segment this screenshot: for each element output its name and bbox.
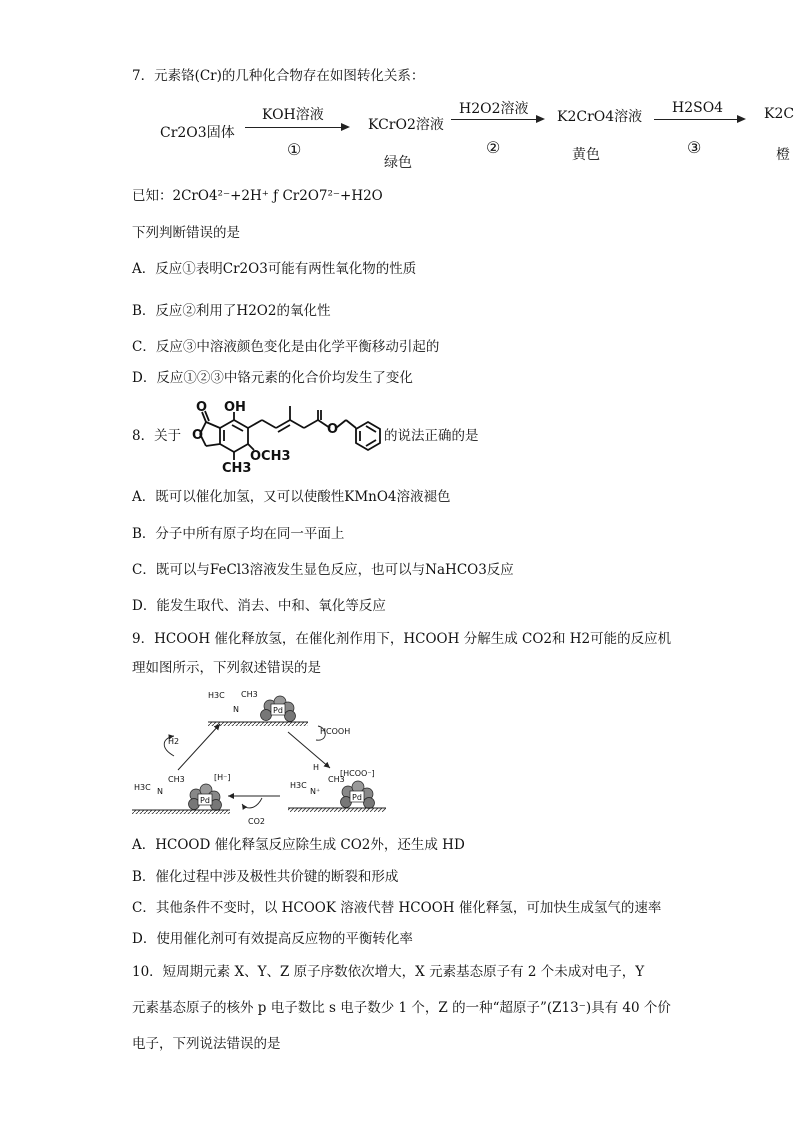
q8-option-d: D．能发生取代、消去、中和、氧化等反应 xyxy=(132,598,386,614)
scheme-r1-num: ① xyxy=(287,140,302,159)
q10-line2: 元素基态原子的核外 p 电子数比 s 电子数少 1 个，Z 的一种“超原子”(Z13⁻)具有 40 个价 xyxy=(132,1000,671,1016)
mol-oh: OH xyxy=(224,400,246,415)
scheme-p2-color: 黄色 xyxy=(572,147,600,163)
q8-suffix: 的说法正确的是 xyxy=(384,428,479,444)
dia-right-h3c: H3C xyxy=(290,781,307,790)
q9-stem-line1: 9．HCOOH 催化释放氢，在催化剂作用下，HCOOH 分解生成 CO2和 H2可能的反应机 xyxy=(132,631,672,647)
scheme-p1-color: 绿色 xyxy=(384,155,412,171)
q7-option-b: B．反应②利用了H2O2的氧化性 xyxy=(132,303,331,319)
dia-top-n: N xyxy=(233,705,239,714)
dia-right-pd: Pd xyxy=(352,793,362,802)
q7-option-d: D．反应①②③中铬元素的化合价均发生了变化 xyxy=(132,370,413,386)
dia-left-n: N xyxy=(157,787,163,796)
scheme-arrow-1 xyxy=(245,127,348,128)
scheme-p3-color: 橙 xyxy=(776,147,790,163)
dia-right-ch3: CH3 xyxy=(328,775,345,784)
dia-left-hminus: [H⁻] xyxy=(214,773,231,782)
q7-question: 下列判断错误的是 xyxy=(132,225,240,241)
q10-line3: 电子，下列说法错误的是 xyxy=(132,1036,281,1052)
dia-right-h: H xyxy=(313,763,320,772)
q7-stem: 7．元素铬(Cr)的几种化合物存在如图转化关系： xyxy=(132,68,425,84)
dia-top-h3c: H3C xyxy=(208,691,225,700)
q9-option-c: C．其他条件不变时，以 HCOOK 溶液代替 HCOOH 催化释氢，可加快生成氢气的速率 xyxy=(132,900,662,916)
scheme-p2: K2CrO4溶液 xyxy=(557,109,643,125)
q8-option-b: B．分子中所有原子均在同一平面上 xyxy=(132,526,345,542)
scheme-r2-reagent: H2O2溶液 xyxy=(459,101,529,117)
q7-reaction-scheme xyxy=(0,92,794,174)
q8-prefix: 8．关于 xyxy=(132,428,182,444)
dia-top-ch3: CH3 xyxy=(241,690,258,699)
q9-mechanism-diagram xyxy=(130,684,410,832)
dia-left-pd: Pd xyxy=(200,796,210,805)
dia-right-hcoo: [HCOO⁻] xyxy=(340,769,375,778)
dia-h2: H2 xyxy=(168,737,180,746)
scheme-r1-reagent: KOH溶液 xyxy=(262,107,324,123)
q7-option-c: C．反应③中溶液颜色变化是由化学平衡移动引起的 xyxy=(132,339,440,355)
scheme-arrow-3 xyxy=(654,119,744,120)
scheme-arrow-2 xyxy=(451,119,543,120)
q7-known: 已知：2CrO4²⁻+2H⁺ ƒ Cr2O7²⁻+H2O xyxy=(132,188,383,204)
q8-molecule-structure xyxy=(186,398,384,476)
dia-top-pd: Pd xyxy=(273,706,283,715)
scheme-r3-reagent: H2SO4 xyxy=(672,100,724,116)
mol-ome: OCH3 xyxy=(250,449,291,464)
q9-option-b: B．催化过程中涉及极性共价键的断裂和形成 xyxy=(132,869,399,885)
q9-option-d: D．使用催化剂可有效提高反应物的平衡转化率 xyxy=(132,931,413,947)
scheme-p1: KCrO2溶液 xyxy=(368,117,444,133)
q10-line1: 10．短周期元素 X、Y、Z 原子序数依次增大，X 元素基态原子有 2 个未成对电子，Y xyxy=(132,964,645,980)
dia-hcooh: HCOOH xyxy=(320,727,351,736)
mol-me: CH3 xyxy=(222,461,252,476)
dia-right-nplus: N⁺ xyxy=(310,787,321,796)
scheme-start: Cr2O3固体 xyxy=(160,125,235,141)
dia-left-ch3: CH3 xyxy=(168,775,185,784)
q9-option-a: A．HCOOD 催化释氢反应除生成 CO2外，还生成 HD xyxy=(132,837,465,853)
scheme-r2-num: ② xyxy=(486,138,501,157)
scheme-p3: K2C xyxy=(764,106,794,122)
mol-o2: O xyxy=(192,428,204,443)
scheme-r3-num: ③ xyxy=(687,138,702,157)
dia-co2: CO2 xyxy=(248,817,265,826)
q7-option-a: A．反应①表明Cr2O3可能有两性氧化物的性质 xyxy=(132,261,417,277)
mol-o3: O xyxy=(327,422,339,437)
q8-option-c: C．既可以与FeCl3溶液发生显色反应，也可以与NaHCO3反应 xyxy=(132,562,514,578)
q8-option-a: A．既可以催化加氢，又可以使酸性KMnO4溶液褪色 xyxy=(132,489,451,505)
dia-left-h3c: H3C xyxy=(134,783,151,792)
mol-o1: O xyxy=(196,400,208,415)
q9-stem-line2: 理如图所示，下列叙述错误的是 xyxy=(132,660,321,676)
